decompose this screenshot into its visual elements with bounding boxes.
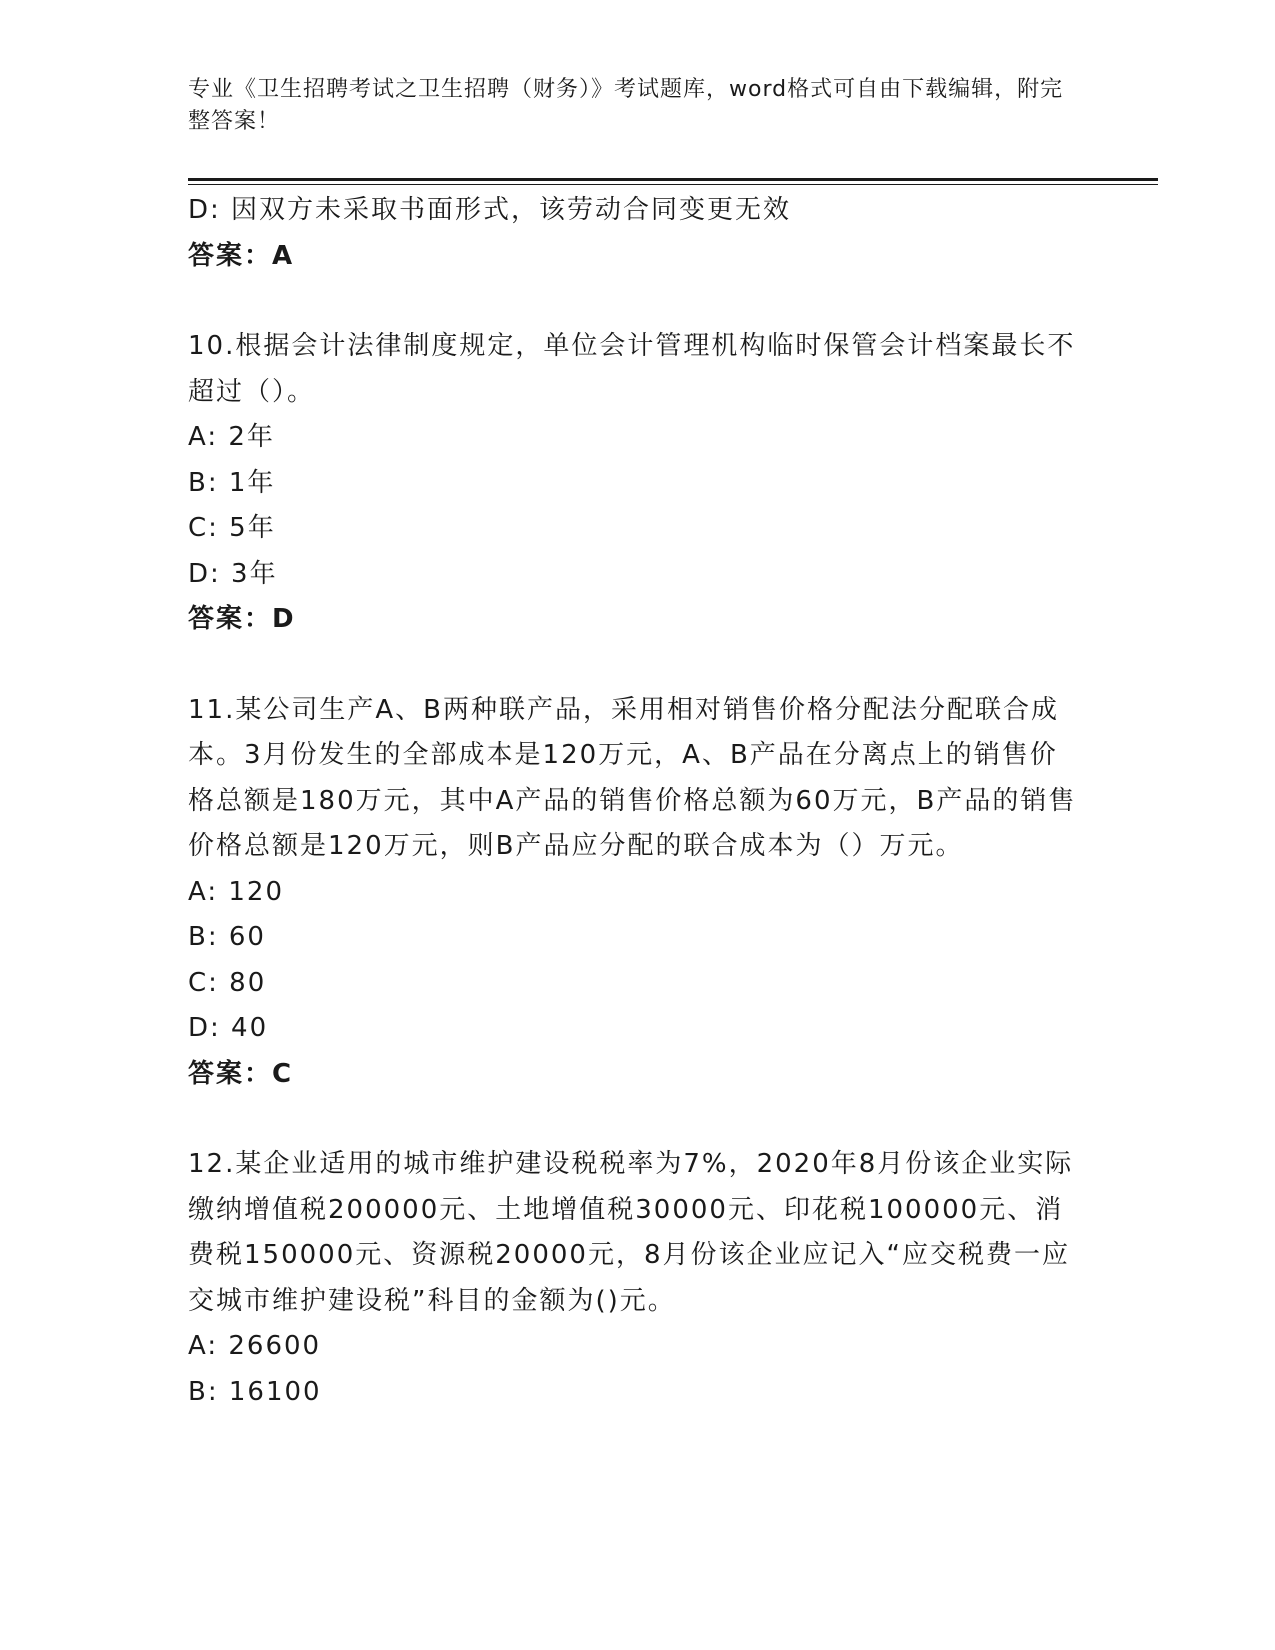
option-d: D: 3年 xyxy=(188,558,278,589)
header-divider-thin xyxy=(188,184,1158,185)
question-10 xyxy=(188,324,1078,643)
question-stem: 10.根据会计法律制度规定，单位会计管理机构临时保管会计档案最长不超过（）。 xyxy=(188,331,1076,407)
question-stem: 12.某企业适用的城市维护建设税税率为7%，2020年8月份该企业实际缴纳增值税200000元、土地增值税30000元、印花税100000元、消费税150000元、资源税20000元，8月份该企业应记入“应交税费一应交城市维护建设税”科目的金额为()元。 xyxy=(188,1149,1074,1316)
option-a: A: 120 xyxy=(188,876,284,907)
question-stem: 11.某公司生产A、B两种联产品，采用相对销售价格分配法分配联合成本。3月份发生的全部成本是120万元，A、B产品在分离点上的销售价格总额是180万元，其中A产品的销售价格总额为60万元，B产品的销售价格总额是120万元，则B产品应分配的联合成本为（）万元。 xyxy=(188,694,1077,861)
option-d: D: 因双方未采取书面形式，该劳动合同变更无效 xyxy=(188,195,792,225)
answer: 答案：A xyxy=(188,240,295,271)
option-b: B: 60 xyxy=(188,922,266,952)
option-c: C: 5年 xyxy=(188,513,276,543)
option-d: D: 40 xyxy=(188,1013,269,1043)
question-11 xyxy=(188,688,1078,1098)
option-a: A: 2年 xyxy=(188,422,275,452)
answer: 答案：C xyxy=(188,1058,294,1089)
header-title: 专业《卫生招聘考试之卫生招聘（财务）》考试题库，word格式可自由下载编辑，附完整答案！ xyxy=(188,77,1064,134)
question-12 xyxy=(188,1142,1078,1415)
question-list xyxy=(188,188,1078,1415)
header-divider-thick xyxy=(188,178,1158,181)
spacer xyxy=(188,1097,1078,1142)
option-a: A: 26600 xyxy=(188,1331,322,1361)
answer: 答案：D xyxy=(188,604,296,634)
spacer xyxy=(188,279,1078,324)
option-b: B: 1年 xyxy=(188,467,276,498)
document-header xyxy=(188,74,1078,138)
option-b: B: 16100 xyxy=(188,1376,322,1407)
spacer xyxy=(188,643,1078,688)
option-c: C: 80 xyxy=(188,967,267,998)
